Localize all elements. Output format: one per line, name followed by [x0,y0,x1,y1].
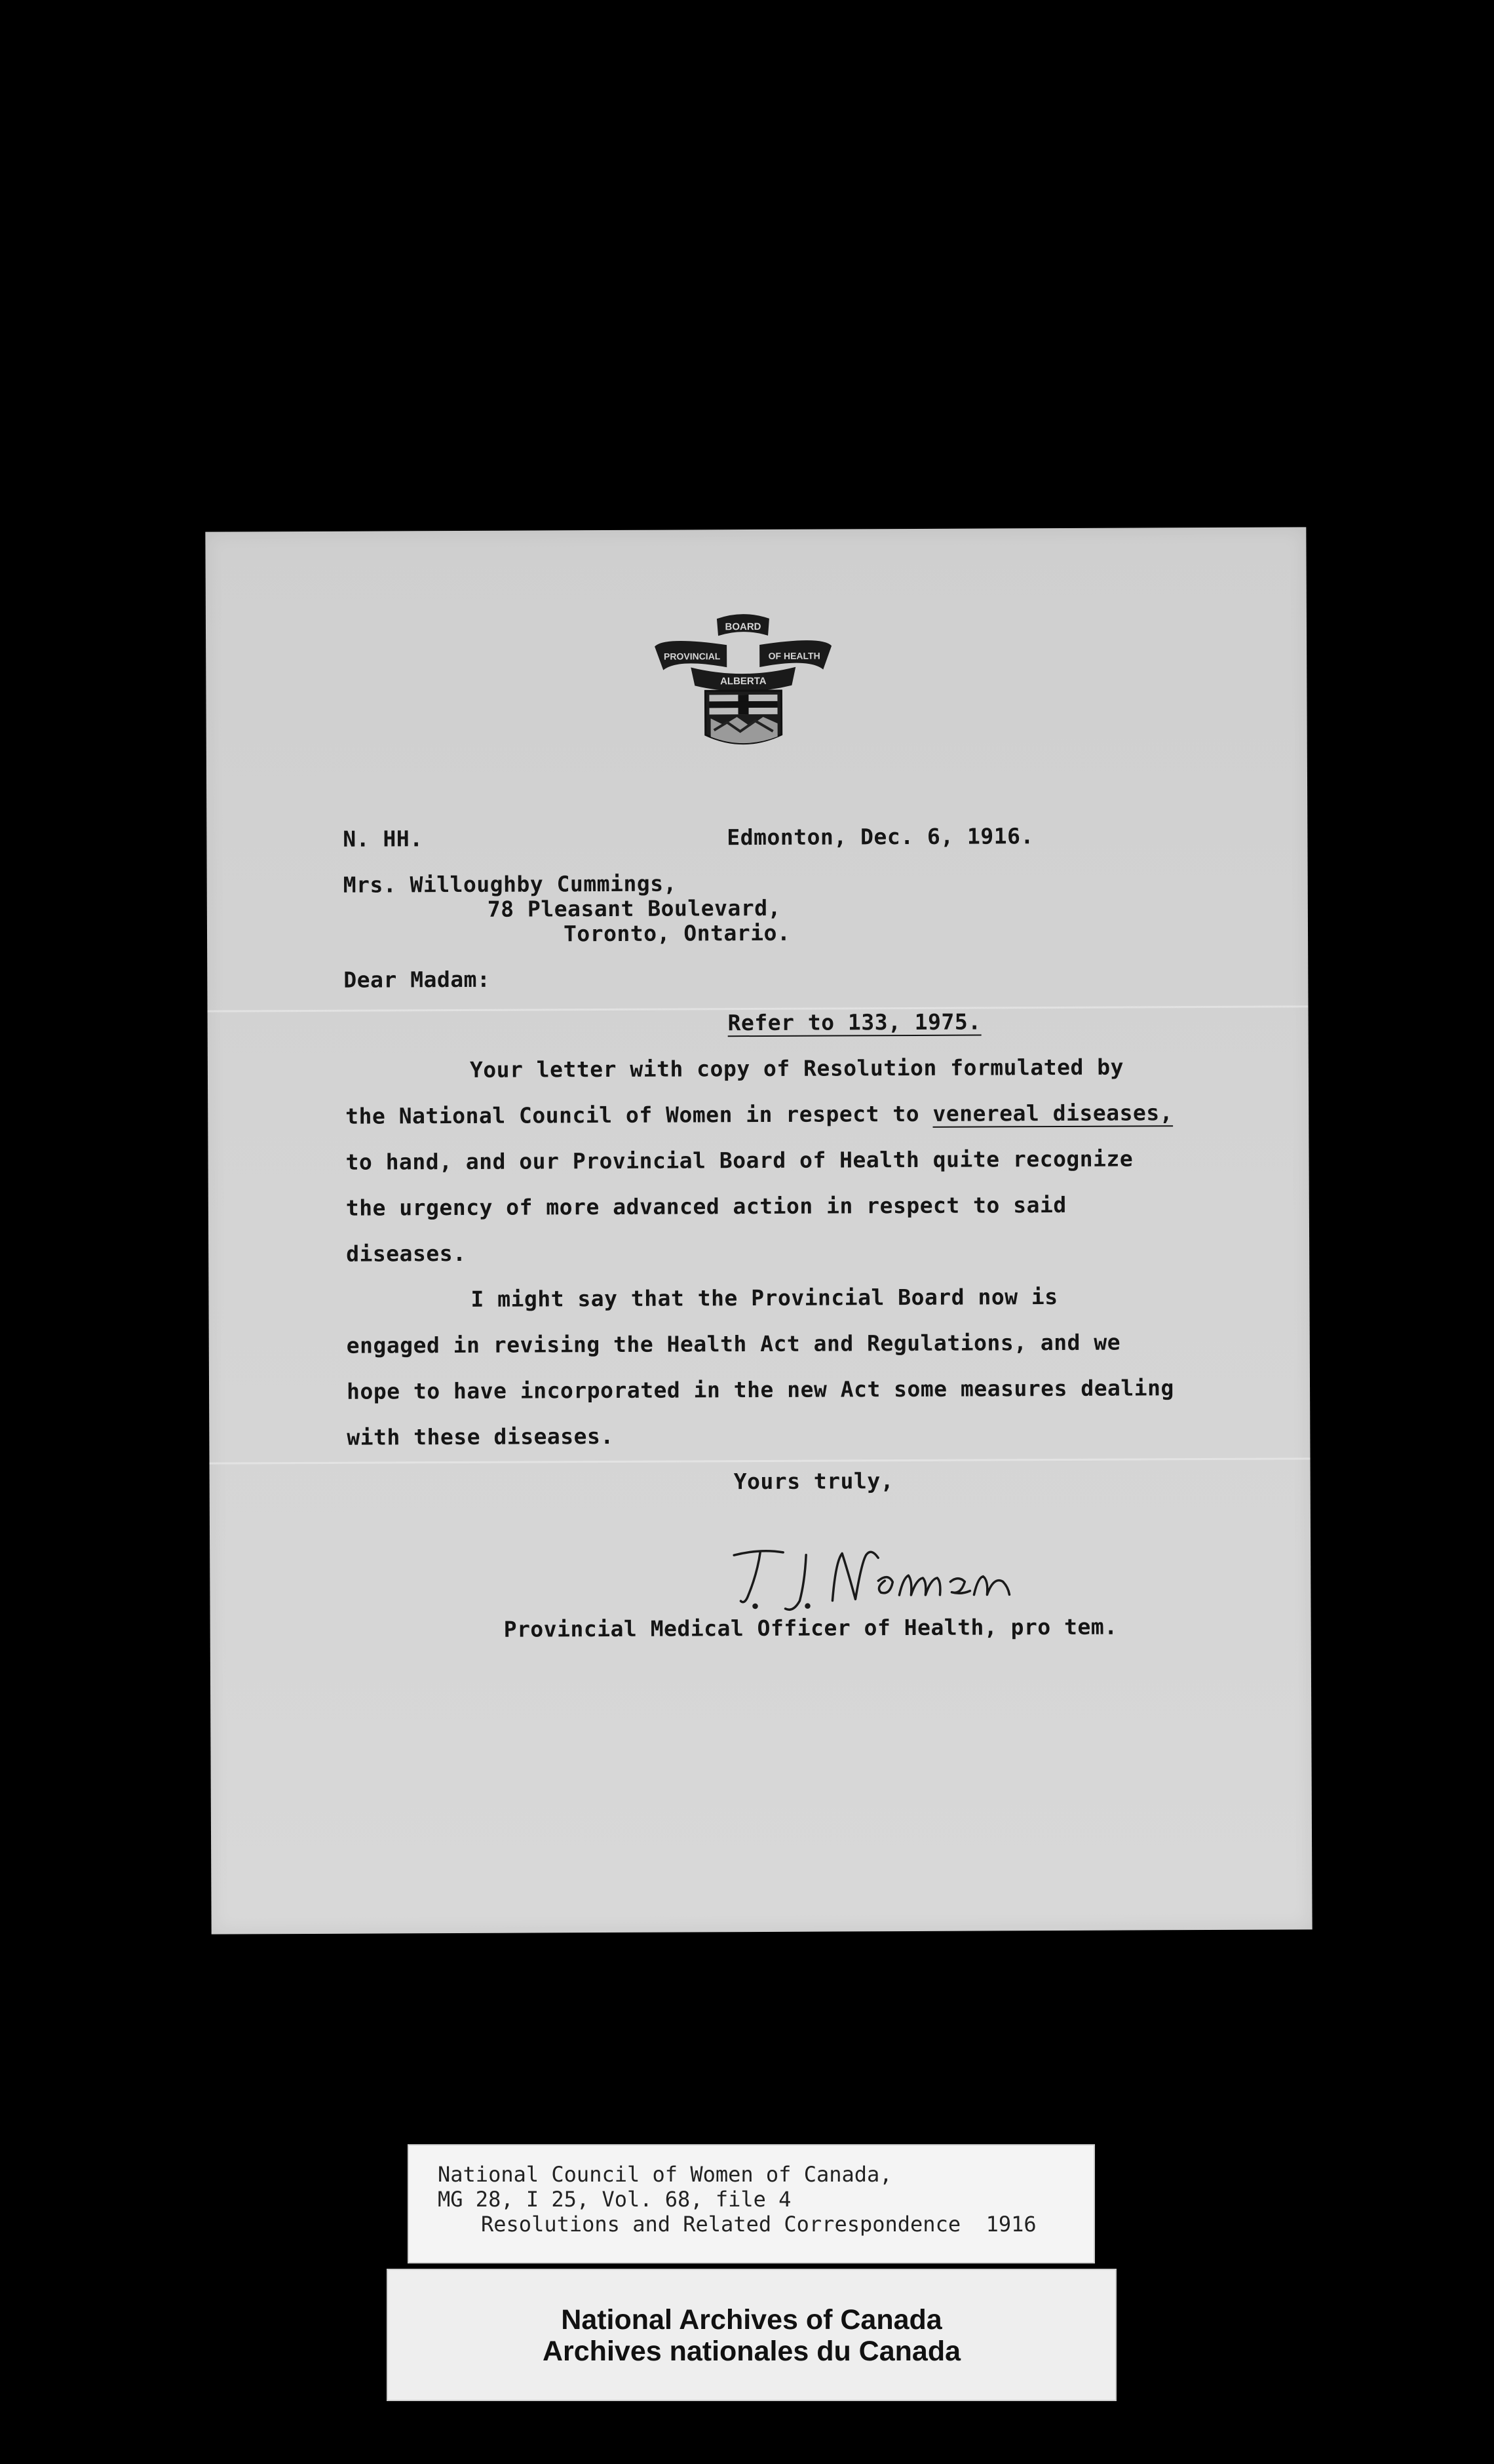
paragraph1-line1: Your letter with copy of Resolution formulated by [469,1054,1124,1083]
salutation: Dear Madam: [343,966,491,993]
reference-code: N. HH. [343,826,423,852]
national-archives-english: National Archives of Canada [561,2304,942,2336]
refer-to-number: Refer to 133, 1975. [727,1009,982,1036]
paragraph1-line3: to hand, and our Provincial Board of Health quite recognize [345,1145,1134,1175]
recipient-city: Toronto, Ontario. [563,919,791,947]
paragraph1-line5: diseases. [346,1240,467,1267]
national-archives-label [387,2269,1117,2401]
archive-reference-label [408,2144,1095,2263]
paragraph2-line3: hope to have incorporated in the new Act some measures dealing [346,1375,1174,1404]
paragraph1-line2 [345,1102,1173,1127]
underlined-venereal-diseases: venereal diseases, [932,1100,1174,1126]
seal-text-of-health: OF HEALTH [768,650,820,661]
letterhead-seal-icon [651,606,835,751]
archive-reference-line1: National Council of Women of Canada, [438,2162,892,2187]
paragraph1-line4: the urgency of more advanced action in respect to said [345,1191,1067,1221]
paper-fold-line [210,1457,1311,1464]
signatory-title: Provincial Medical Officer of Health, pro tem. [503,1613,1118,1642]
closing: Yours truly, [733,1468,894,1495]
seal-text-provincial: PROVINCIAL [663,651,721,662]
recipient-street: 78 Pleasant Boulevard, [487,895,782,922]
paragraph2-line2: engaged in revising the Health Act and Regulations, and we [346,1329,1121,1358]
paragraph2-line4: with these diseases. [347,1423,614,1450]
archive-reference-line3: Resolutions and Related Correspondence 1916 [481,2212,1037,2237]
handwritten-signature [721,1534,1036,1614]
place-and-date: Edmonton, Dec. 6, 1916. [727,823,1034,851]
paragraph2-line1: I might say that the Provincial Board now is [470,1284,1058,1312]
letter-page [205,527,1312,1934]
paragraph1-line2-text: the National Council of Women in respect to [345,1100,933,1129]
national-archives-french: Archives nationales du Canada [542,2336,961,2367]
recipient-name: Mrs. Willoughby Cummings, [343,870,677,898]
seal-text-alberta: ALBERTA [720,675,767,687]
seal-text-board: BOARD [725,621,761,633]
archive-reference-line2: MG 28, I 25, Vol. 68, file 4 [438,2187,792,2212]
